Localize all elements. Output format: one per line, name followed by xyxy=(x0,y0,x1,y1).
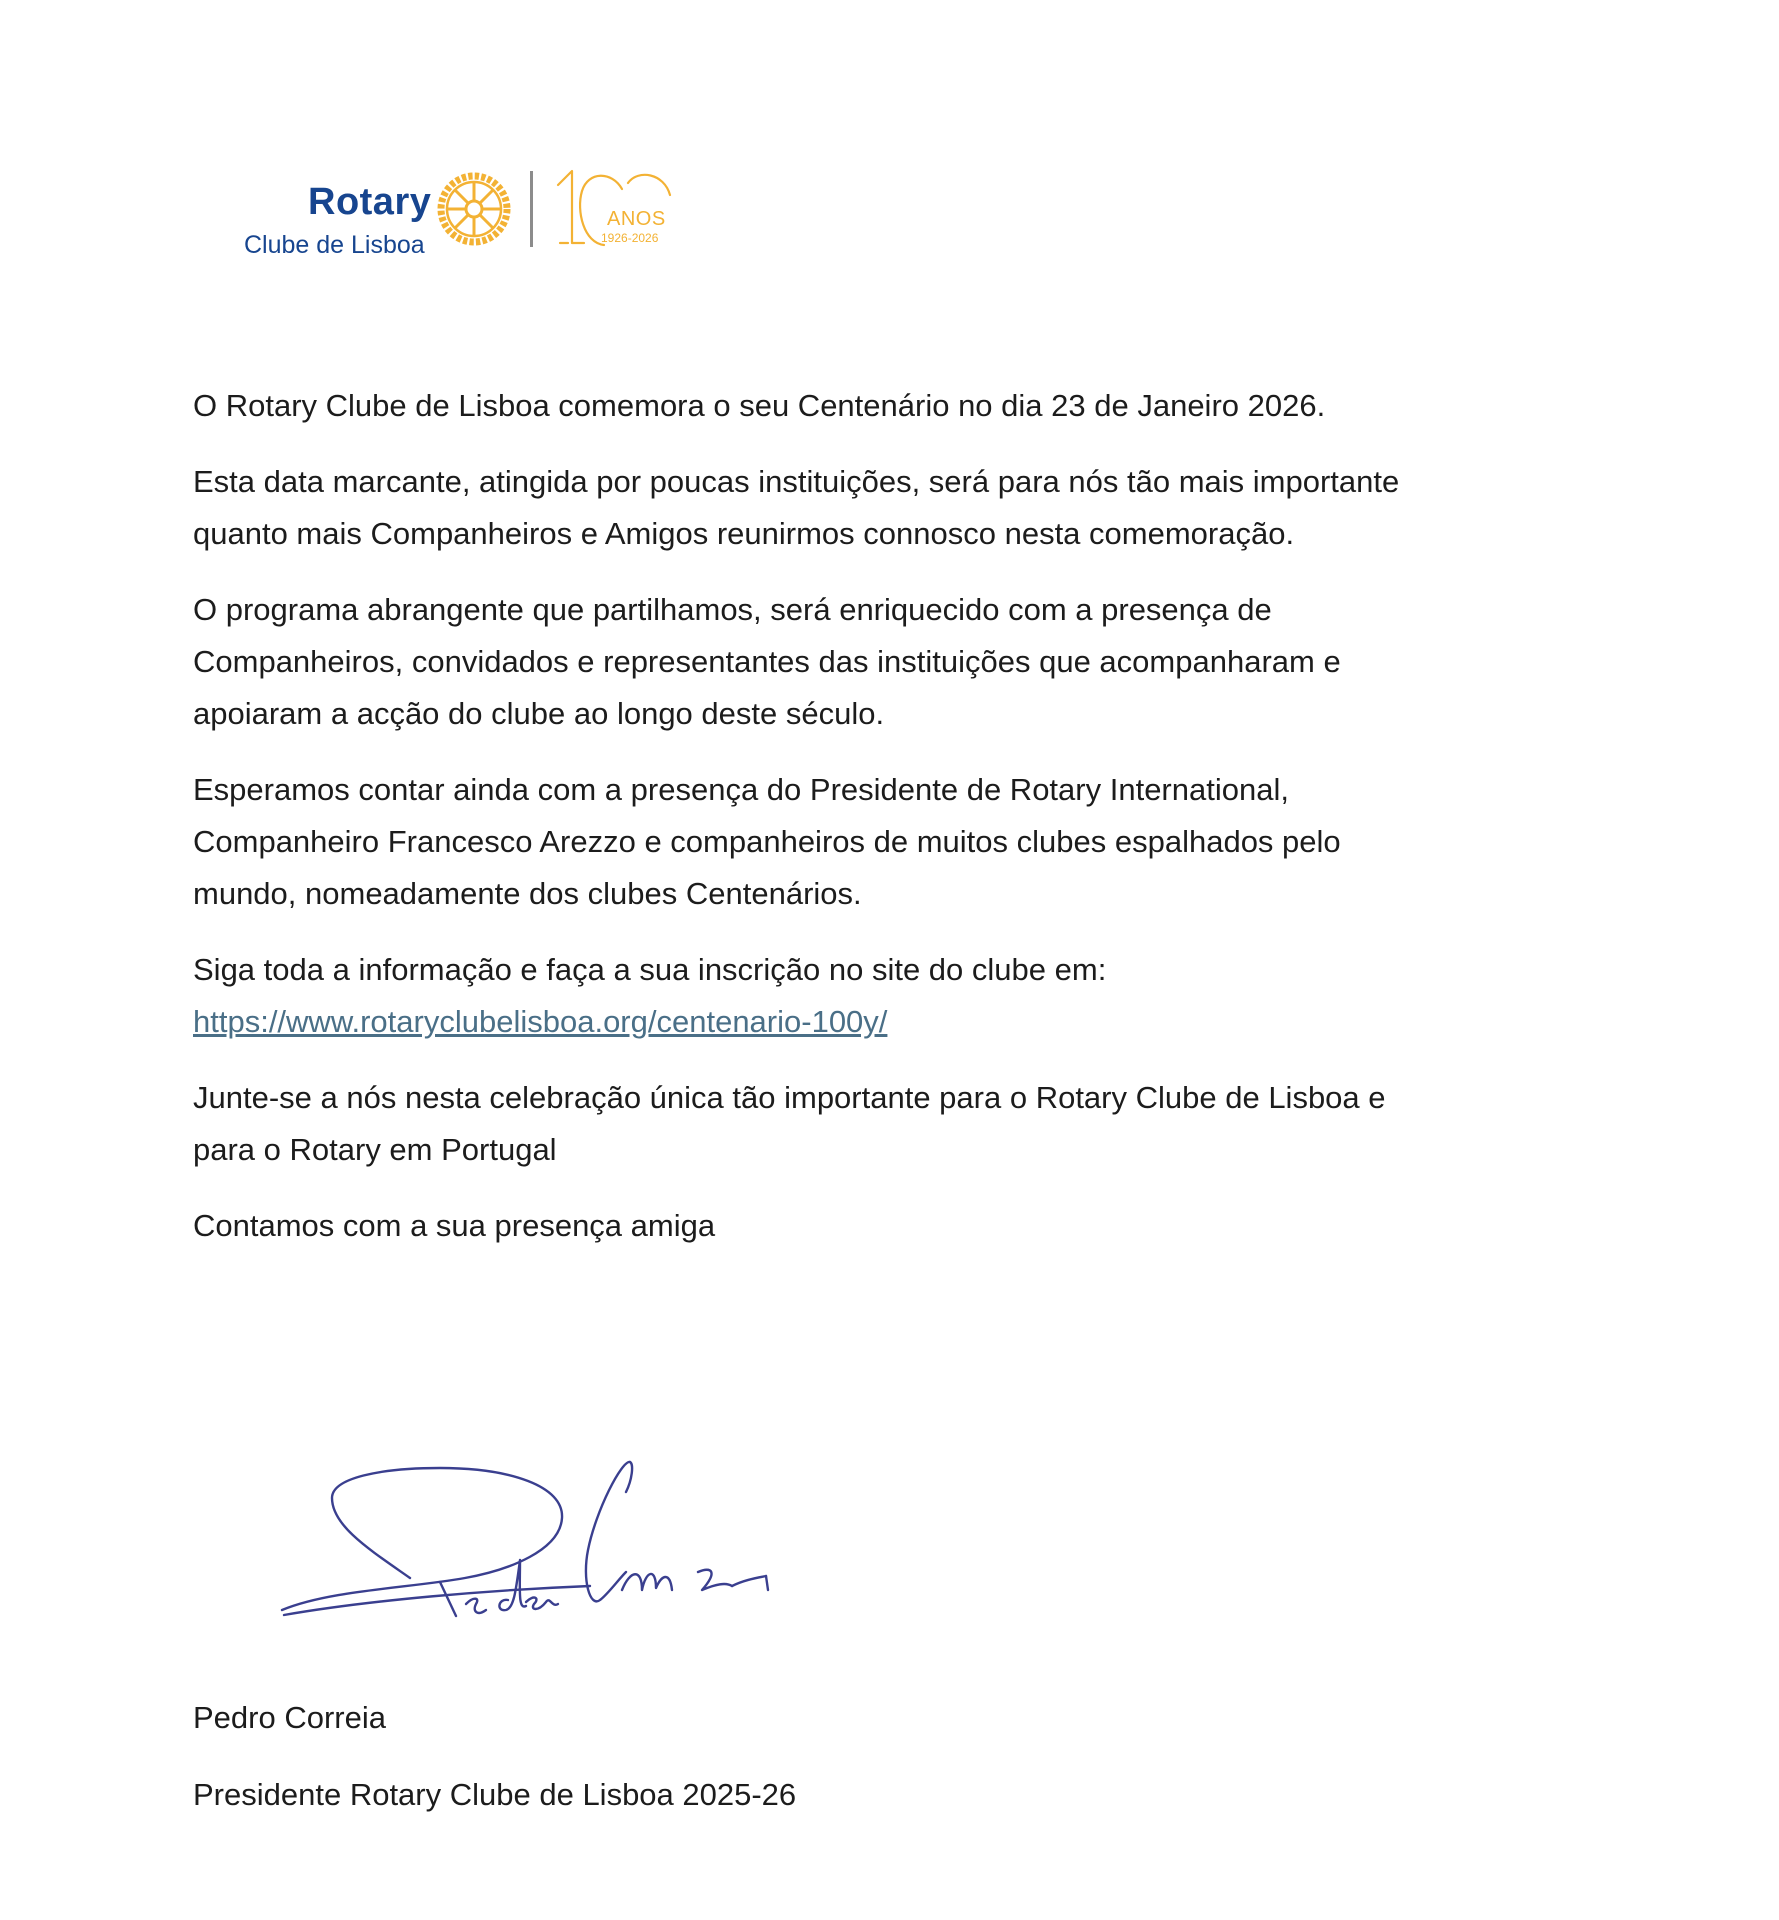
handwritten-signature xyxy=(270,1440,840,1630)
logo-centenary-label: ANOS xyxy=(607,208,666,230)
letter-body xyxy=(193,380,1613,1276)
logo-centenary-years: 1926-2026 xyxy=(601,231,659,245)
rotary-wheel-icon xyxy=(434,169,514,249)
club-logo xyxy=(244,165,684,265)
paragraph-program: O programa abrangente que partilhamos, será enriquecido com a presença de Companheiros, convidados e representantes das instituições que acompanharam e apoiaram a acção do clube ao longo deste século. xyxy=(193,592,1341,731)
paragraph-invitation: Junte-se a nós nesta celebração única tão importante para o Rotary Clube de Lisboa e para o Rotary em Portugal xyxy=(193,1080,1386,1167)
logo-club-name: Clube de Lisboa xyxy=(244,231,425,259)
signer-title: Presidente Rotary Clube de Lisboa 2025-26 xyxy=(193,1777,797,1812)
signer-name: Pedro Correia xyxy=(193,1700,386,1735)
registration-link[interactable]: https://www.rotaryclubelisboa.org/centenario-100y/ xyxy=(193,1004,888,1039)
paragraph-milestone: Esta data marcante, atingida por poucas instituições, será para nós tão mais importante quanto mais Companheiros e Amigos reunirmos connosco nesta comemoração. xyxy=(193,464,1400,551)
logo-brand-text: Rotary xyxy=(308,181,432,223)
paragraph-registration xyxy=(193,944,1613,1048)
paragraph-closing: Contamos com a sua presença amiga xyxy=(193,1208,716,1243)
paragraph-centenary-date: O Rotary Clube de Lisboa comemora o seu Centenário no dia 23 de Janeiro 2026. xyxy=(193,388,1326,423)
paragraph-guests: Esperamos contar ainda com a presença do Presidente de Rotary International, Companheiro Francesco Arezzo e companheiros de muitos clubes espalhados pelo mundo, nomeadamente dos clubes Centenários. xyxy=(193,772,1341,911)
logo-divider xyxy=(530,171,533,247)
registration-text: Siga toda a informação e faça a sua inscrição no site do clube em: xyxy=(193,952,1107,987)
